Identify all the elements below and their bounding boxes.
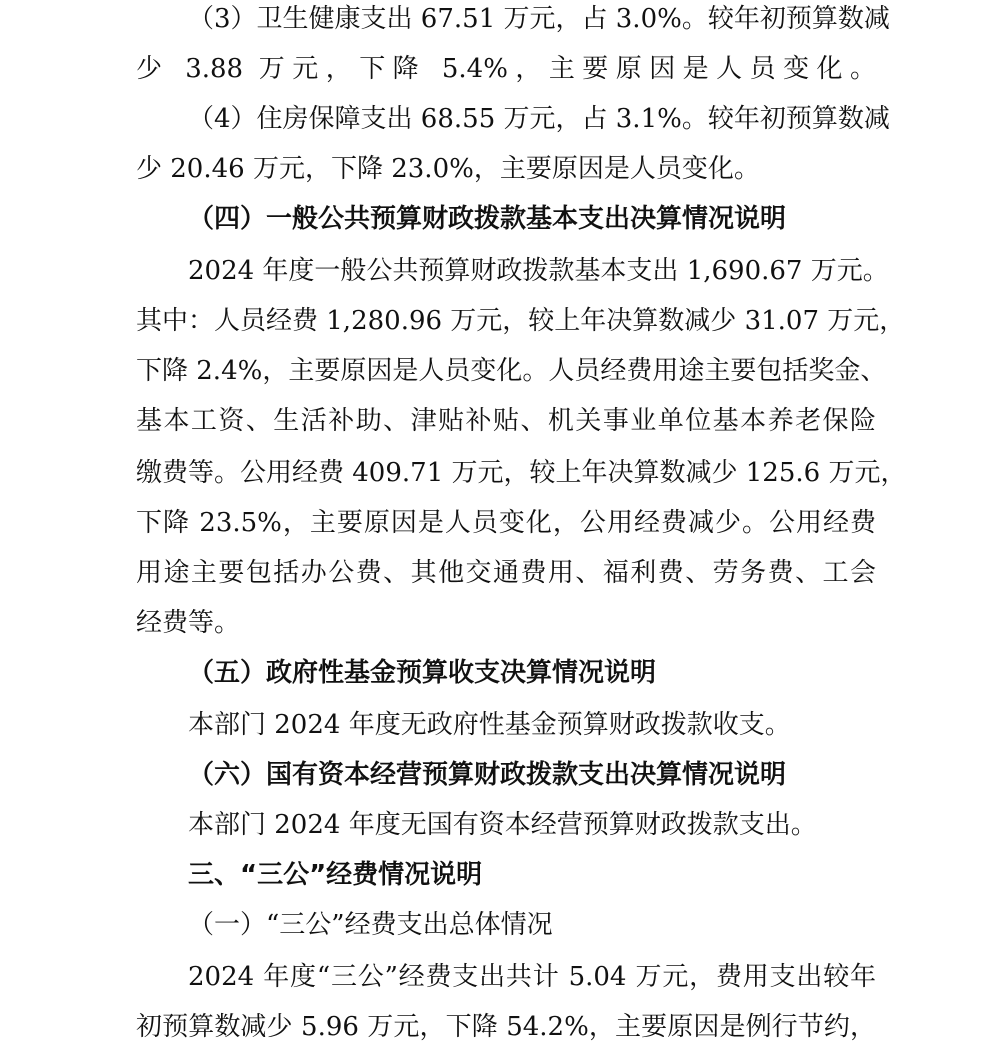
paragraph-line: 基本工资、生活补助、津贴补贴、机关事业单位基本养老保险 (136, 406, 876, 436)
paragraph-line: 缴费等。公用经费 409.71 万元，较上年决算数减少 125.6 万元， (136, 458, 907, 488)
paragraph-line: 本部门 2024 年度无国有资本经营预算财政拨款支出。 (188, 810, 817, 840)
paragraph-line: 其中：人员经费 1,280.96 万元，较上年决算数减少 31.07 万元， (136, 306, 906, 336)
paragraph-line: 下降 23.5%，主要原因是人员变化，公用经费减少。公用经费 (136, 508, 876, 538)
paragraph-line: （3）卫生健康支出 67.51 万元，占 3.0%。较年初预算数减 (188, 4, 890, 34)
paragraph-line: 2024 年度一般公共预算财政拨款基本支出 1,690.67 万元。 (188, 256, 889, 286)
paragraph-line: 下降 2.4%，主要原因是人员变化。人员经费用途主要包括奖金、 (136, 356, 887, 386)
subsection-heading: （一）“三公”经费支出总体情况 (188, 910, 553, 940)
paragraph-line: 少 3.88 万元，下降 5.4%，主要原因是人员变化。 (136, 54, 876, 84)
chapter-heading: 三、“三公”经费情况说明 (188, 860, 483, 890)
paragraph-line: （4）住房保障支出 68.55 万元，占 3.1%。较年初预算数减 (188, 104, 890, 134)
paragraph-line: 少 20.46 万元，下降 23.0%，主要原因是人员变化。 (136, 154, 760, 184)
section-heading: （六）国有资本经营预算财政拨款支出决算情况说明 (188, 760, 787, 790)
section-heading: （五）政府性基金预算收支决算情况说明 (188, 658, 657, 688)
paragraph-line: 初预算数减少 5.96 万元，下降 54.2%，主要原因是例行节约， (136, 1012, 876, 1042)
paragraph-line: 2024 年度“三公”经费支出共计 5.04 万元，费用支出较年 (188, 962, 876, 992)
paragraph-line: 经费等。 (136, 608, 241, 638)
paragraph-line: 用途主要包括办公费、其他交通费用、福利费、劳务费、工会 (136, 558, 876, 588)
section-heading: （四）一般公共预算财政拨款基本支出决算情况说明 (188, 204, 787, 234)
paragraph-line: 本部门 2024 年度无政府性基金预算财政拨款收支。 (188, 710, 791, 740)
